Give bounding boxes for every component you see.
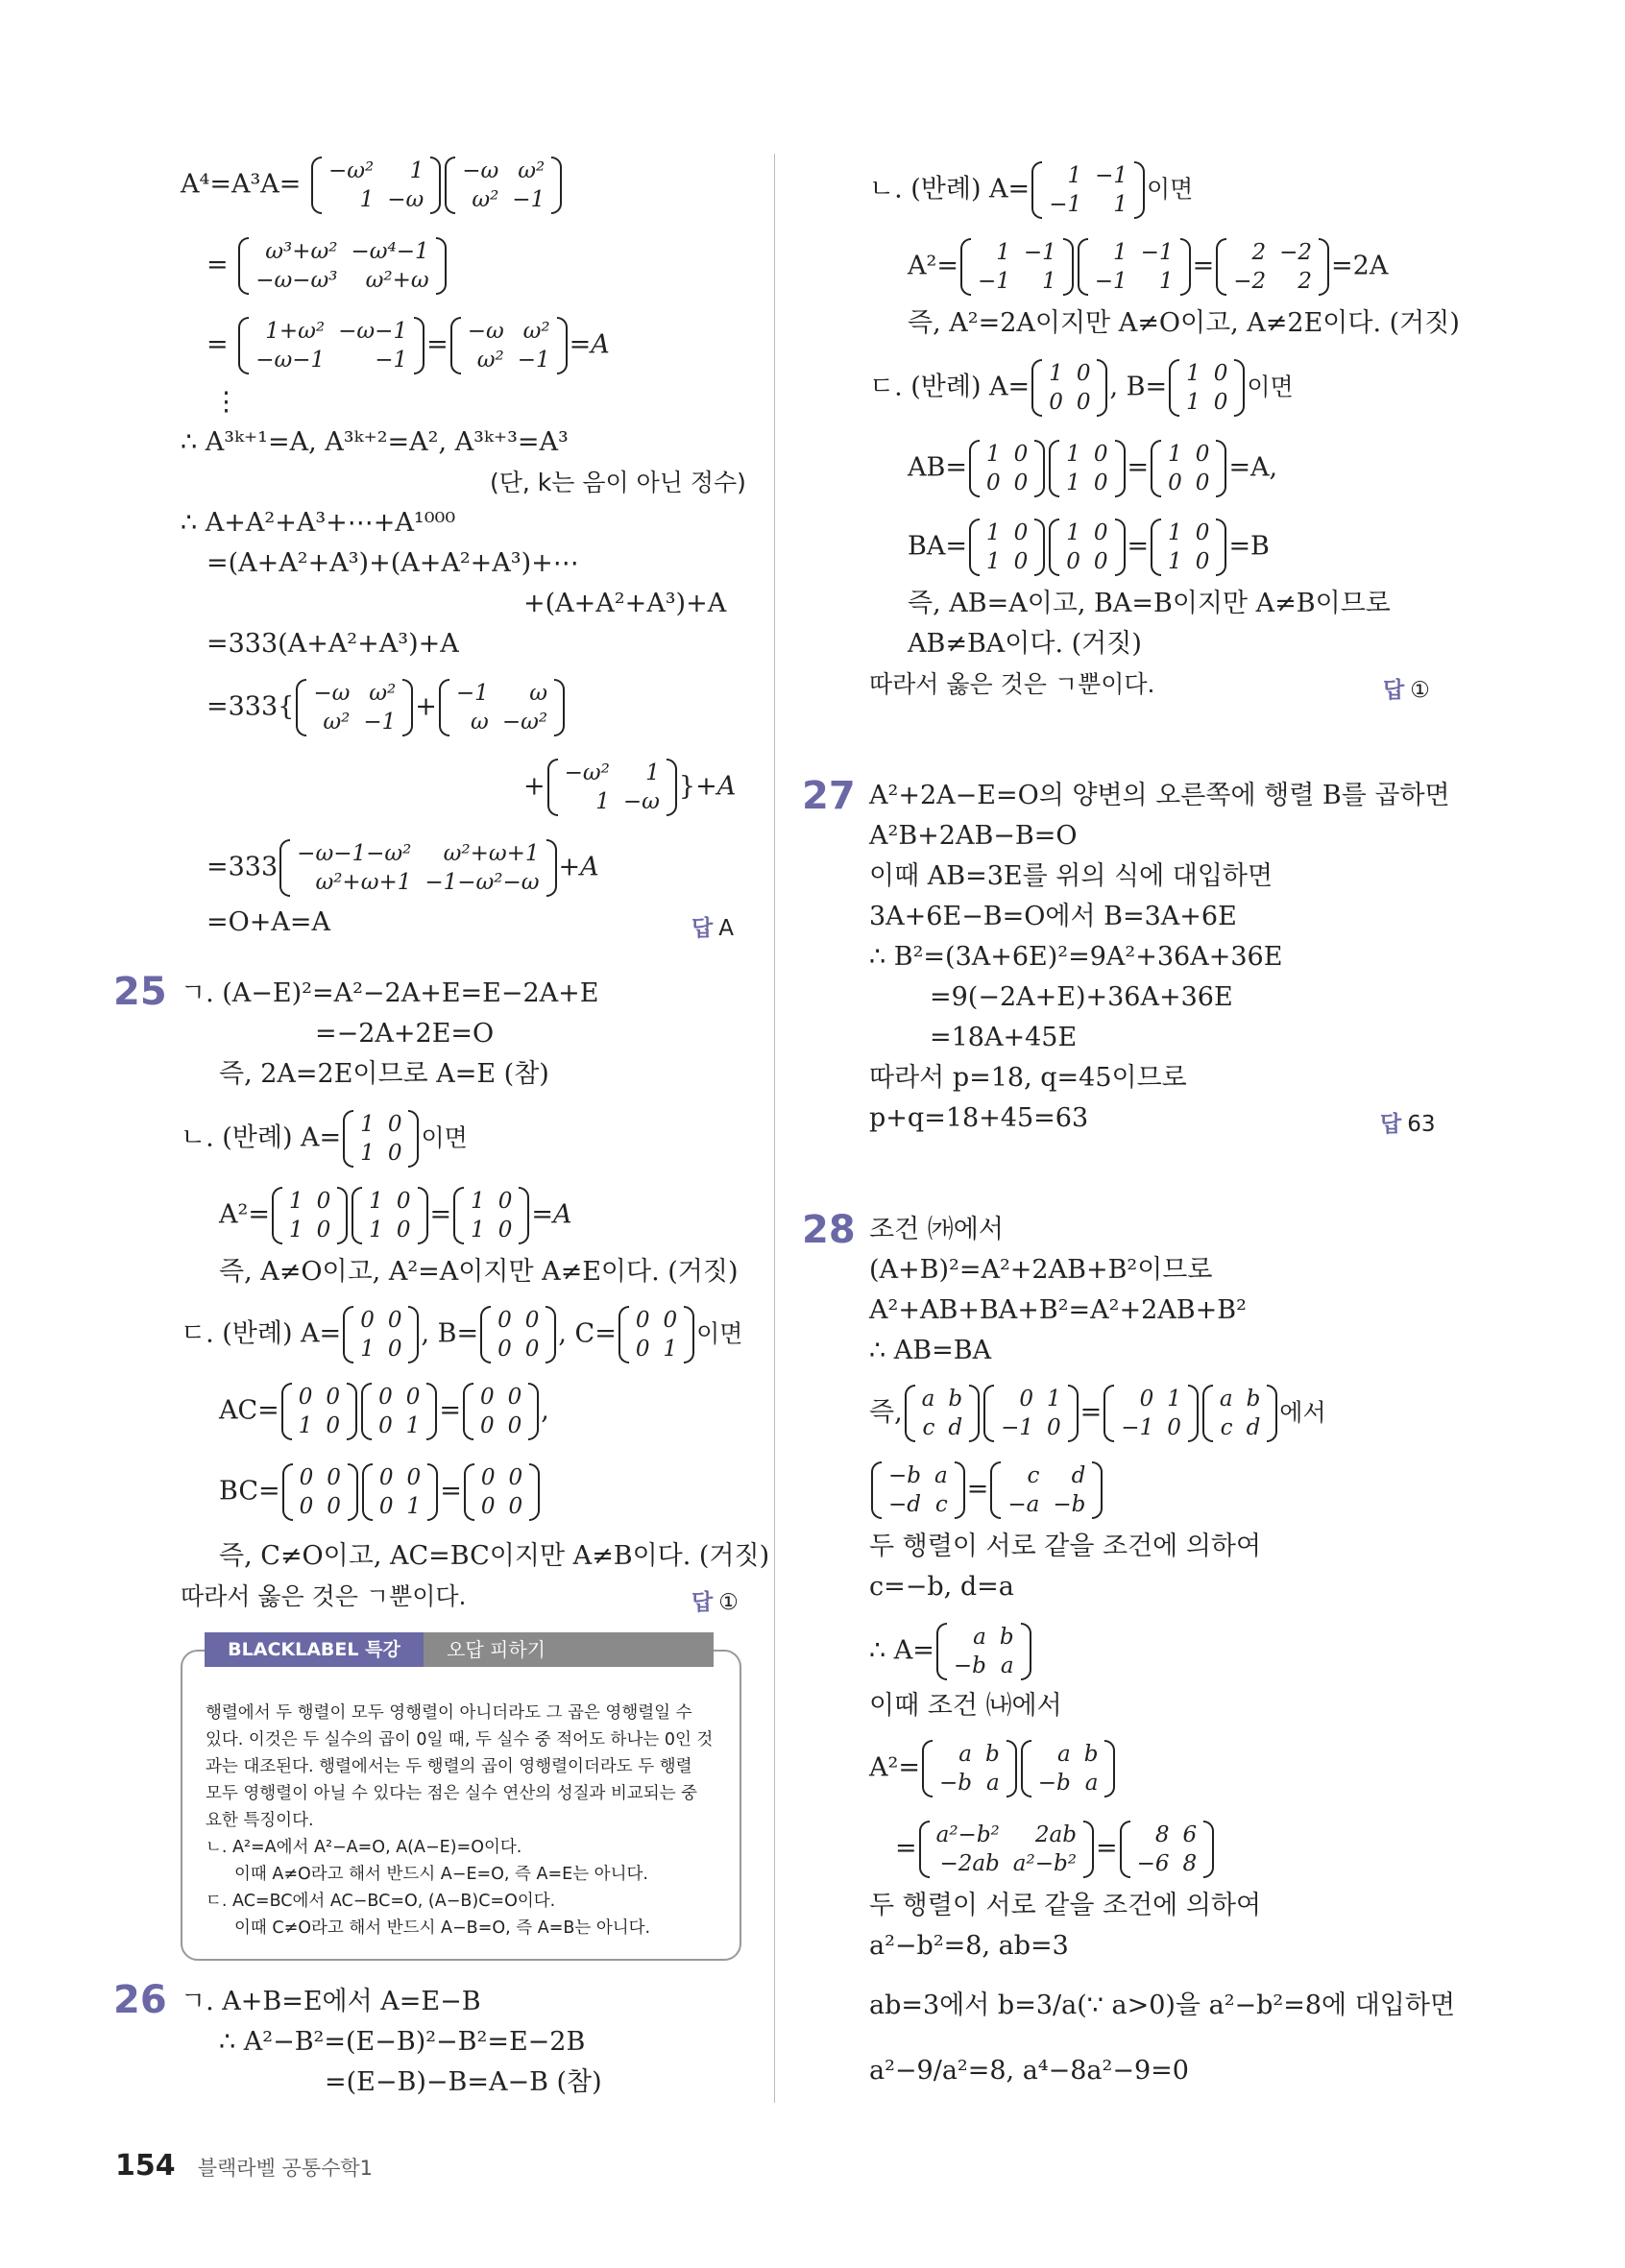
eq-step1: = ω³+ω² −ω⁴−1 −ω−ω³ ω²+ω <box>206 237 449 295</box>
matrix: a b c d <box>1202 1385 1277 1442</box>
matrix: 1 −1 −1 1 <box>1031 161 1145 219</box>
problem-number-25: 25 <box>113 970 167 1014</box>
p28-a2-result: = a²−b² 2ab −2ab a²−b² = 8 6 −6 8 <box>895 1821 1216 1878</box>
p26-line: 즉, A²=2A이지만 A≠O이고, A≠2E이다. (거짓) <box>908 308 1460 338</box>
p28-line: 이때 조건 ㈏에서 <box>869 1691 1062 1721</box>
matrix: a b c d <box>905 1385 980 1442</box>
eq-sum: ∴ A+A²+A³+⋯+A¹⁰⁰⁰ <box>181 508 456 538</box>
matrix: −1 ω ω −ω² <box>439 679 565 736</box>
blacklabel-header <box>205 1632 714 1667</box>
matrix: 1 0 0 0 <box>969 440 1045 497</box>
matrix: 1 0 1 0 <box>969 519 1045 576</box>
eq-sum-5: + −ω² 1 1 −ω }+A <box>523 760 737 814</box>
matrix: 1 0 0 0 <box>1031 359 1107 417</box>
blacklabel-text: 행렬에서 두 행렬이 모두 영행렬이 아니더라도 그 곱은 영행렬일 수 <box>206 1703 692 1723</box>
eq-a4: A⁴=A³A= −ω² 1 1 −ω −ω ω² ω² −1 <box>181 157 564 214</box>
matrix: ω³+ω² −ω⁴−1 −ω−ω³ ω²+ω <box>238 237 446 295</box>
matrix: 1+ω² −ω−1 −ω−1 −1 <box>238 317 424 374</box>
matrix: 0 0 1 0 <box>281 1383 357 1440</box>
matrix: −ω ω² ω² −1 <box>445 157 562 214</box>
blacklabel-text: ㄷ. AC=BC에서 AC−BC=O, (A−B)C=O이다. <box>206 1892 556 1911</box>
eq-sum-6: =333 −ω−1−ω² ω²+ω+1 ω²+ω+1 −1−ω²−ω +A <box>206 841 599 895</box>
matrix: −ω² 1 1 −ω <box>311 157 441 214</box>
p28-line: 두 행렬이 서로 같을 조건에 의하여 <box>869 1891 1262 1920</box>
problem-number-28: 28 <box>802 1208 856 1252</box>
eq-sum-4: =333{ −ω ω² ω² −1 + −1 ω ω −ω² <box>206 679 567 736</box>
eq-sum-1: =(A+A²+A³)+(A+A²+A³)+⋯ <box>206 548 579 578</box>
eq-cycle-note: (단, k는 음이 아닌 정수) <box>490 469 746 496</box>
p28-matrix-eq: −b a −d c = c d −a −b <box>869 1461 1104 1519</box>
answer-26: 답 ① <box>1383 678 1430 703</box>
answer-27: 답 63 <box>1380 1112 1436 1137</box>
blacklabel-text: 모두 영행렬이 아닐 수 있다는 점은 실수 연산의 성질과 비교되는 중 <box>206 1784 698 1803</box>
matrix: 0 0 0 1 <box>362 1463 438 1521</box>
p28-line: (A+B)²=A²+2AB+B²이므로 <box>869 1255 1213 1285</box>
matrix: −ω ω² ω² −1 <box>296 679 413 736</box>
p26-line: ㄱ. A+B=E에서 A=E−B <box>181 1987 481 2016</box>
p25-ac: AC= 0 0 1 0 0 0 0 1 = 0 0 0 0 , <box>219 1385 549 1438</box>
matrix: 0 0 0 1 <box>618 1306 694 1363</box>
matrix: a b −b a <box>1021 1740 1116 1798</box>
p25-counterexample-c: ㄷ. (반례) A= 0 0 1 0 , B= 0 0 0 0 , C= 0 0 0 1 이면 <box>181 1308 743 1362</box>
matrix: 1 0 0 0 <box>1049 519 1125 576</box>
p27-line: 3A+6E−B=O에서 B=3A+6E <box>869 902 1237 931</box>
p27-line: =9(−2A+E)+36A+36E <box>930 982 1233 1012</box>
eq-sum-3: =333(A+A²+A³)+A <box>206 629 459 659</box>
p25-line: 즉, 2A=2E이므로 A=E (참) <box>219 1059 549 1089</box>
p26-counterexample-b: ㄴ. (반례) A= 1 −1 −1 1 이면 <box>869 163 1194 217</box>
matrix: 1 0 1 0 <box>1049 440 1125 497</box>
matrix: 1 0 1 0 <box>343 1110 419 1168</box>
column-divider <box>774 154 775 2103</box>
problem-number-26: 26 <box>113 1978 167 2022</box>
p28-a-matrix: ∴ A= a b −b a <box>869 1623 1033 1680</box>
book-title: 블랙라벨 공통수학1 <box>197 2157 374 2180</box>
matrix: a b −b a <box>922 1740 1017 1798</box>
matrix: −ω² 1 1 −ω <box>547 759 677 816</box>
matrix: 0 0 0 0 <box>480 1306 556 1363</box>
matrix: 0 0 0 0 <box>282 1463 358 1521</box>
p27-line: =18A+45E <box>930 1023 1078 1052</box>
p26-a2: A²= 1 −1 −1 1 1 −1 −1 1 = 2 −2 −2 2 =2A <box>908 240 1389 294</box>
matrix: 0 0 0 0 <box>464 1463 540 1521</box>
eq-cycle: ∴ A³ᵏ⁺¹=A, A³ᵏ⁺²=A², A³ᵏ⁺³=A³ <box>181 427 569 457</box>
p27-line: 이때 AB=3E를 위의 식에 대입하면 <box>869 861 1273 891</box>
page-footer <box>115 2149 373 2183</box>
answer-24: 답 A <box>691 916 734 941</box>
p25-bc: BC= 0 0 0 0 0 0 0 1 = 0 0 0 0 <box>219 1463 542 1521</box>
p25-line: ㄱ. (A−E)²=A²−2A+E=E−2A+E <box>181 978 599 1008</box>
p25-line: 즉, C≠O이고, AC=BC이지만 A≠B이다. (거짓) <box>219 1541 770 1571</box>
matrix: −ω−1−ω² ω²+ω+1 ω²+ω+1 −1−ω²−ω <box>279 839 556 897</box>
p25-a2: A²= 1 0 1 0 1 0 1 0 = 1 0 1 0 =A <box>219 1189 572 1243</box>
eq-sum-7: =O+A=A <box>206 907 331 937</box>
blacklabel-text: 이때 C≠O라고 해서 반드시 A−B=O, 즉 A=B는 아니다. <box>234 1918 651 1938</box>
p25-line: =−2A+2E=O <box>315 1019 495 1049</box>
p28-line: c=−b, d=a <box>869 1572 1014 1602</box>
matrix: a b −b a <box>936 1623 1031 1680</box>
blacklabel-text: 있다. 이것은 두 실수의 곱이 0일 때, 두 실수 중 적어도 하나는 0인 것 <box>206 1730 714 1749</box>
blacklabel-title: 오답 피하기 <box>424 1632 714 1667</box>
eq-step2: = 1+ω² −ω−1 −ω−1 −1 = −ω ω² ω² −1 =A <box>206 319 610 373</box>
matrix: 0 1 −1 0 <box>1104 1385 1199 1442</box>
blacklabel-text: 과는 대조된다. 행렬에서는 두 행렬의 곱이 영행렬이더라도 두 행렬 <box>206 1757 692 1776</box>
p28-line: A²+AB+BA+B²=A²+2AB+B² <box>869 1295 1247 1325</box>
p26-line: =(E−B)−B=A−B (참) <box>325 2067 602 2097</box>
matrix: 0 0 0 0 <box>463 1383 539 1440</box>
matrix: 1 0 1 0 <box>272 1187 348 1244</box>
p27-line: A²+2A−E=O의 양변의 오른쪽에 행렬 B를 곱하면 <box>869 781 1450 810</box>
answer-25: 답 ① <box>691 1590 739 1615</box>
p28-line: ∴ AB=BA <box>869 1336 992 1365</box>
p26-line: 따라서 옳은 것은 ㄱ뿐이다. <box>869 670 1155 698</box>
p25-line: 따라서 옳은 것은 ㄱ뿐이다. <box>181 1582 467 1610</box>
matrix: 1 −1 −1 1 <box>1078 238 1191 296</box>
p26-ab: AB= 1 0 0 0 1 0 1 0 = 1 0 0 0 =A, <box>908 442 1278 495</box>
matrix: 1 0 1 0 <box>453 1187 529 1244</box>
blacklabel-text: 이때 A≠O라고 해서 반드시 A−E=O, 즉 A=E는 아니다. <box>234 1865 648 1884</box>
page-number: 154 <box>115 2149 176 2183</box>
p26-line: 즉, AB=A이고, BA=B이지만 A≠B이므로 <box>908 589 1391 618</box>
matrix: 0 0 0 1 <box>361 1383 437 1440</box>
p27-line: 따라서 p=18, q=45이므로 <box>869 1063 1187 1093</box>
p27-line: p+q=18+45=63 <box>869 1103 1089 1133</box>
matrix: 1 −1 −1 1 <box>960 238 1074 296</box>
p25-line: 즉, A≠O이고, A²=A이지만 A≠E이다. (거짓) <box>219 1257 739 1287</box>
matrix: 0 0 1 0 <box>343 1306 419 1363</box>
p27-line: A²B+2AB−B=O <box>869 821 1078 851</box>
p26-ba: BA= 1 0 1 0 1 0 0 0 = 1 0 1 0 =B <box>908 520 1270 574</box>
matrix: a²−b² 2ab −2ab a²−b² <box>919 1821 1094 1878</box>
matrix: −b a −d c <box>871 1461 965 1519</box>
p27-line: ∴ B²=(3A+6E)²=9A²+36A+36E <box>869 942 1283 972</box>
matrix: 8 6 −6 8 <box>1120 1821 1215 1878</box>
matrix: 1 0 1 0 <box>352 1187 427 1244</box>
vdots: ⋮ <box>213 387 239 417</box>
matrix: −ω ω² ω² −1 <box>450 317 568 374</box>
p28-line: a²−9/a²=8, a⁴−8a²−9=0 <box>869 2056 1189 2086</box>
eq-sum-2: +(A+A²+A³)+A <box>523 589 727 618</box>
p28-ab-ba: 즉, a b c d 0 1 −1 0 = 0 1 −1 0 a b c d 에서 <box>869 1387 1326 1440</box>
p26-line: AB≠BA이다. (거짓) <box>908 629 1142 659</box>
p28-line: a²−b²=8, ab=3 <box>869 1931 1069 1961</box>
matrix: 1 0 1 0 <box>1151 519 1226 576</box>
p28-line: 조건 ㈎에서 <box>869 1215 1004 1244</box>
p28-line: ab=3에서 b=3/a(∵ a>0)을 a²−b²=8에 대입하면 <box>869 1991 1456 2020</box>
matrix: 1 0 0 0 <box>1151 440 1226 497</box>
p28-line: 두 행렬이 서로 같을 조건에 의하여 <box>869 1532 1262 1561</box>
matrix: 1 0 1 0 <box>1169 359 1245 417</box>
matrix: c d −a −b <box>990 1461 1103 1519</box>
p25-counterexample-b: ㄴ. (반례) A= 1 0 1 0 이면 <box>181 1112 468 1166</box>
p26-line: ∴ A²−B²=(E−B)²−B²=E−2B <box>219 2027 586 2057</box>
matrix: 2 −2 −2 2 <box>1216 238 1329 296</box>
p26-counterexample-c: ㄷ. (반례) A= 1 0 0 0 , B= 1 0 1 0 이면 <box>869 361 1294 415</box>
blacklabel-text: 요한 특징이다. <box>206 1811 314 1830</box>
p28-a2: A²= a b −b a a b −b a <box>869 1740 1117 1798</box>
matrix: 0 1 −1 0 <box>983 1385 1079 1442</box>
problem-number-27: 27 <box>802 774 856 818</box>
blacklabel-tag: BLACKLABEL 특강 <box>205 1632 424 1667</box>
blacklabel-text: ㄴ. A²=A에서 A²−A=O, A(A−E)=O이다. <box>206 1838 522 1857</box>
